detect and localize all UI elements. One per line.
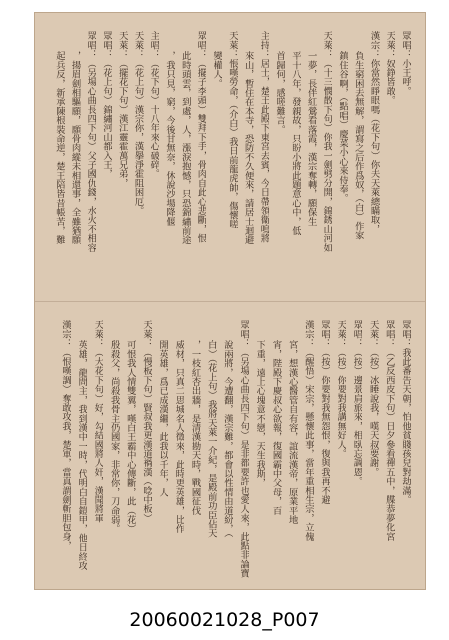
text-column: 英雄，龍問主，我到漢中一時，代明白自鎧甲，他日終攻: [76, 340, 88, 570]
text-column: 此時頭雲，到處，人，漲淚抱憾，只恐錦繡前途: [179, 51, 191, 245]
text-column: 漢宗：（恨嘆調）奪敢攻我，楚軍，當真謂劍斬胆包身，: [60, 320, 72, 550]
text-column: 眾唱：小王呼。: [400, 31, 411, 96]
image-caption: 20060021028_P007: [129, 609, 320, 631]
text-column: 天萊：（花上句）漢宗你，漢擧淨霍阻困厄。: [132, 31, 144, 215]
text-column: 一夢，長伴紅鶯看落霞，漢宗奪轉，願保生: [305, 51, 317, 226]
text-column: 眾唱：（乙反西皮下句）日夕參看禪五中，牒恭夢化宮: [383, 320, 395, 541]
text-column: ，我只見，窮，今後甘無奈，休說沙場降偃: [163, 51, 175, 226]
document-page: [34, 12, 426, 590]
text-column: 來山，暫住在本寺，恐防不久便來，請居士迴避: [242, 51, 254, 245]
text-column: 眾唱：（按）你要對我無怨恨，復與我再不避: [319, 320, 331, 504]
text-column: 宮，想漢心醫管自有容，誼流漢帝，原業平地: [286, 340, 298, 524]
text-column: 下重，遠上心塊意不戀，天生我斯，: [254, 340, 266, 488]
text-column: 首歸何，感嗟難言。: [274, 51, 286, 134]
top-half: [35, 13, 425, 302]
text-column: 說兩將，今遭翻，漢宗難，都會以性情由道紛，（: [221, 340, 233, 538]
text-column: 漢宗：你當然睜眼嗎（花下句）你夫天萊總瞞取，: [368, 31, 380, 234]
text-column: 負生窮困去無解，謂寫之后作爲奴，（白）作家: [352, 51, 364, 240]
text-column: 眾唱：（擺子李頭）雙拜下手，骨肉自此心悲斷，恨: [195, 31, 207, 243]
text-column: 天萊：（按）冰睡說我，嘆天叔要謝。: [367, 320, 379, 477]
top-text-columns: [49, 31, 411, 292]
text-column: 天萊：奴錚皆敢。: [384, 31, 396, 105]
text-column: 威材，只真二思城名人徵來，此時更英雄，比作: [173, 340, 185, 534]
text-column: 起兵反，新承陳根裝命逆，楚王陪皆昔帳苦，難: [53, 51, 65, 245]
text-column: 天萊：（大花下句）好，勾結國將人奸，漢聞將軍: [92, 320, 104, 523]
text-column: ，揚眉劍相驅願，願骨肉縱未相還事，全雖猶願: [69, 51, 81, 245]
text-column: 天萊：（擺花下句）漢江靈霍萬兄弟，: [116, 31, 128, 188]
text-column: 變權人。: [211, 51, 223, 88]
text-column: 眾唱：我此番告天朝，怕他貧賤孩兒對劫滿。: [400, 320, 411, 504]
text-column: 眾唱：（另場心曲長四下句）父子國仇錢，水火不相容: [85, 31, 97, 252]
text-column: 白）（花上句）我將天萊一介紀，是殿前功臣佔天: [205, 340, 217, 538]
text-column: 天萊：（慢板下句）賢叔我更漢道禍漢（唸中板）: [141, 320, 152, 523]
bottom-text-columns: [49, 320, 411, 581]
text-column: 開英雄，爲已成漢繼，此我以千年，人: [157, 340, 169, 497]
text-column: 漢宗：（醒悟）宋宗，懸懷此事，當年重相生宗，立傀: [302, 320, 314, 541]
text-column: 平十八年，發親故，只盼小將此題意心中，低: [289, 51, 301, 235]
text-column: 天萊：（按）你要對我講無好人。: [335, 320, 347, 458]
text-column: 天萊：（十三憫散下句）你我一劍劈分開，錦銹山河如: [321, 31, 333, 252]
text-column: 可恨我人情雙翼，嘆白王霸中心傳斷，此（花）: [124, 340, 136, 534]
text-column: 殷殺父，尚殺我骨主仍國家，非常你，刀命弱。: [108, 340, 120, 534]
text-column: 宵，陛殿下慶叔心欲報，復國霸中父母，百: [270, 340, 282, 515]
text-column: 眾唱：（另場心曲長四下句）是非都要許也愛人來，此點非論寶: [238, 320, 250, 578]
text-column: 主持：居士，楚王此殿下東宮去賓，今日帶領衞嗚將: [258, 31, 270, 243]
text-column: 眾唱：（按）邊景肩旅來，相臥忘調恩。: [351, 320, 363, 486]
text-column: 鎮住谷啊，（點唱）慶菜小心來侍奉。: [337, 51, 349, 203]
text-column: 眾唱：（花上句）錦繡河山都入王，: [101, 31, 113, 179]
text-column: ，一枝紅杏出牆，是清漢勘天時，戰國征伐: [189, 340, 201, 515]
text-column: 天萊：悵嘆勞命，（介白）我日前龍虎帥，傷懷嗟: [226, 31, 238, 229]
bottom-half: [35, 302, 425, 590]
text-column: 主唱：（花下句）十八年來心破碎。: [148, 31, 160, 179]
